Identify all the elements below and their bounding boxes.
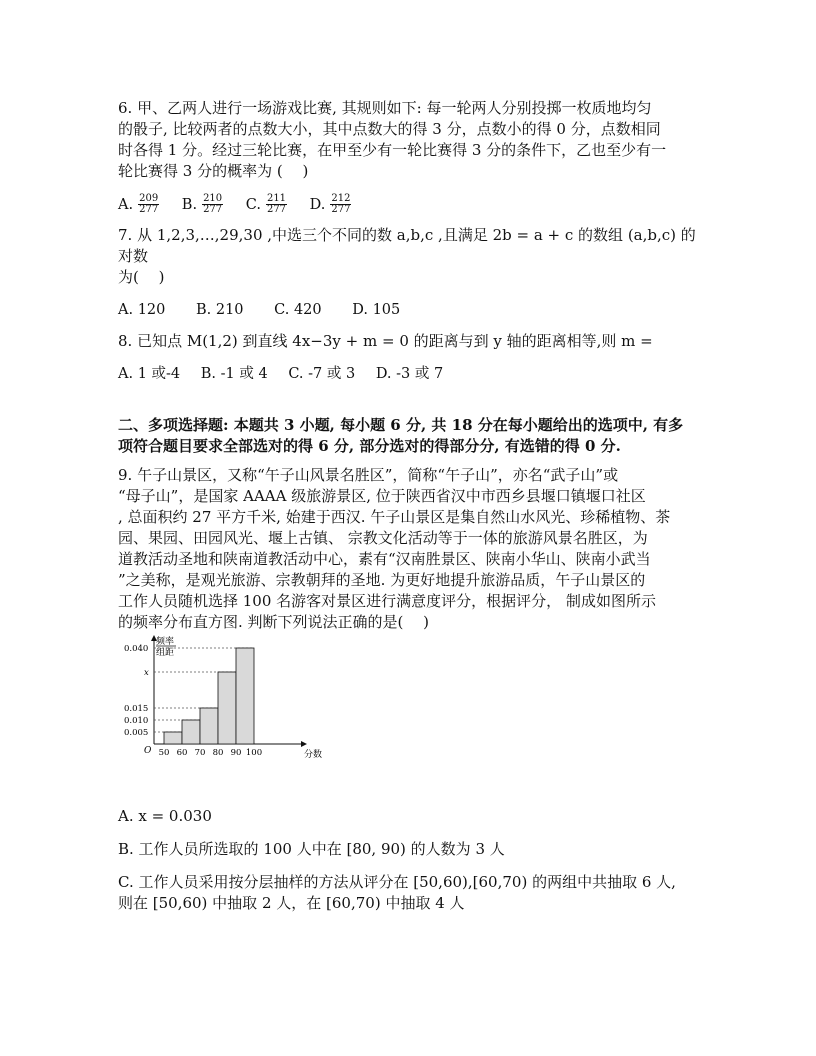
- y-tick-label: x: [144, 668, 149, 678]
- y-axis-label-top: 频率: [156, 637, 175, 647]
- q9-option-c: C. 工作人员采用按分层抽样的方法从评分在 [50,60),[60,70) 的两组中共抽取 6 人,: [118, 873, 676, 891]
- q7-options: [118, 300, 698, 320]
- q9-line: 9. 午子山景区，又称“午子山风景名胜区”，简称“午子山”，亦名“武子山”或: [118, 466, 619, 484]
- q6-option-a: A. $\frac{209}{277}$: [118, 193, 159, 215]
- q6-line: 6. 甲、乙两人进行一场游戏比赛, 其规则如下: 每一轮两人分别投掷一枚质地均匀: [118, 99, 652, 117]
- q8-option-d: D. -3 或 7: [375, 366, 444, 382]
- y-tick-label: 0.015: [124, 704, 149, 714]
- y-axis-label-bottom: 组距: [156, 648, 175, 658]
- q7-line: 7. 从 1,2,3,…,29,30 ,中选三个不同的数 a,b,c ,且满足 2b = a + c 的数组 (a,b,c) 的对数: [118, 226, 696, 265]
- q7-option-a: A. 120: [118, 302, 166, 318]
- q7-option-c: C. 420: [274, 302, 322, 318]
- question-7: [118, 225, 698, 320]
- q9-line: 的频率分布直方图. 判断下列说法正确的是( ): [118, 613, 430, 631]
- y-tick-label: 0.010: [124, 716, 149, 726]
- q6-option-d: D. $\frac{212}{277}$: [309, 193, 351, 215]
- x-axis-label: 分数: [304, 750, 323, 760]
- origin-label: O: [144, 746, 152, 756]
- q8-option-c: C. -7 或 3: [288, 366, 356, 382]
- q9-line: , 总面积约 27 平方千米, 始建于西汉. 午子山景区是集自然山水风光、珍稀植物、茶: [118, 508, 671, 526]
- exam-page: [118, 98, 698, 633]
- y-tick-label: 0.040: [124, 644, 149, 654]
- q9-line: “母子山”，是国家 AAAA 级旅游景区, 位于陕西省汉中市西乡县堰口镇堰口社区: [118, 487, 646, 505]
- q7-line: 为( ): [118, 268, 165, 286]
- q8-option-a: A. 1 或-4: [118, 366, 181, 382]
- q9-option-b: B. 工作人员所选取的 100 人中在 [80, 90) 的人数为 3 人: [118, 840, 505, 858]
- q6-line: 的骰子, 比较两者的点数大小，其中点数大的得 3 分，点数小的得 0 分，点数相同: [118, 120, 661, 138]
- x-tick-label: 60: [176, 748, 188, 758]
- q8-option-b: B. -1 或 4: [200, 366, 268, 382]
- q6-line: 轮比赛得 3 分的概率为 ( ): [118, 162, 309, 180]
- q9-line: 工作人员随机选择 100 名游客对景区进行满意度评分，根据评分， 制成如图所示: [118, 592, 656, 610]
- section-2-line: 二、多项选择题: 本题共 3 小题, 每小题 6 分, 共 18 分在每小题给出的选项中, 有多: [118, 416, 684, 434]
- q9-line: 道教活动圣地和陕南道教活动中心，素有“汉南胜景区、陕南小华山、陕南小武当: [118, 550, 651, 568]
- x-tick-label: 70: [194, 748, 206, 758]
- histogram-bar: [200, 708, 218, 744]
- q9-line: 园、果园、田园风光、堰上古镇、 宗教文化活动等于一体的旅游风景名胜区，为: [118, 529, 648, 547]
- histogram-bar: [218, 672, 236, 744]
- q9-options: [118, 806, 698, 914]
- question-9: [118, 465, 698, 633]
- x-tick-label: 50: [158, 748, 170, 758]
- histogram-bar: [236, 648, 254, 744]
- q6-options: [118, 194, 698, 215]
- histogram-bar: [182, 720, 200, 744]
- x-tick-label: 100: [245, 748, 263, 758]
- q6-option-c: C. $\frac{211}{277}$: [245, 193, 287, 215]
- question-6: [118, 98, 698, 215]
- q9-line: ”之美称，是观光旅游、宗教朝拜的圣地. 为更好地提升旅游品质，午子山景区的: [118, 571, 646, 589]
- histogram-bar: [164, 732, 182, 744]
- frequency-histogram: [118, 632, 323, 772]
- q8-options: [118, 364, 698, 384]
- q6-line: 时各得 1 分。经过三轮比赛，在甲至少有一轮比赛得 3 分的条件下，乙也至少有一: [118, 141, 667, 159]
- q7-option-b: B. 210: [195, 302, 244, 318]
- x-tick-label: 90: [230, 748, 242, 758]
- y-tick-label: 0.005: [124, 728, 149, 738]
- x-tick-label: 80: [212, 748, 224, 758]
- q9-option-a: A. x = 0.030: [118, 807, 212, 825]
- q8-stem: 8. 已知点 M(1,2) 到直线 4x−3y + m = 0 的距离与到 y 轴的距离相等,则 m =: [118, 332, 653, 350]
- q7-option-d: D. 105: [352, 302, 401, 318]
- q9-option-c-cont: 则在 [50,60) 中抽取 2 人，在 [60,70) 中抽取 4 人: [118, 894, 465, 912]
- question-8: [118, 331, 698, 384]
- section-2-heading: [118, 415, 698, 457]
- q6-option-b: B. $\frac{210}{277}$: [181, 193, 223, 215]
- section-2-line: 项符合题目要求全部选对的得 6 分, 部分选对的得部分分, 有选错的得 0 分.: [118, 437, 621, 455]
